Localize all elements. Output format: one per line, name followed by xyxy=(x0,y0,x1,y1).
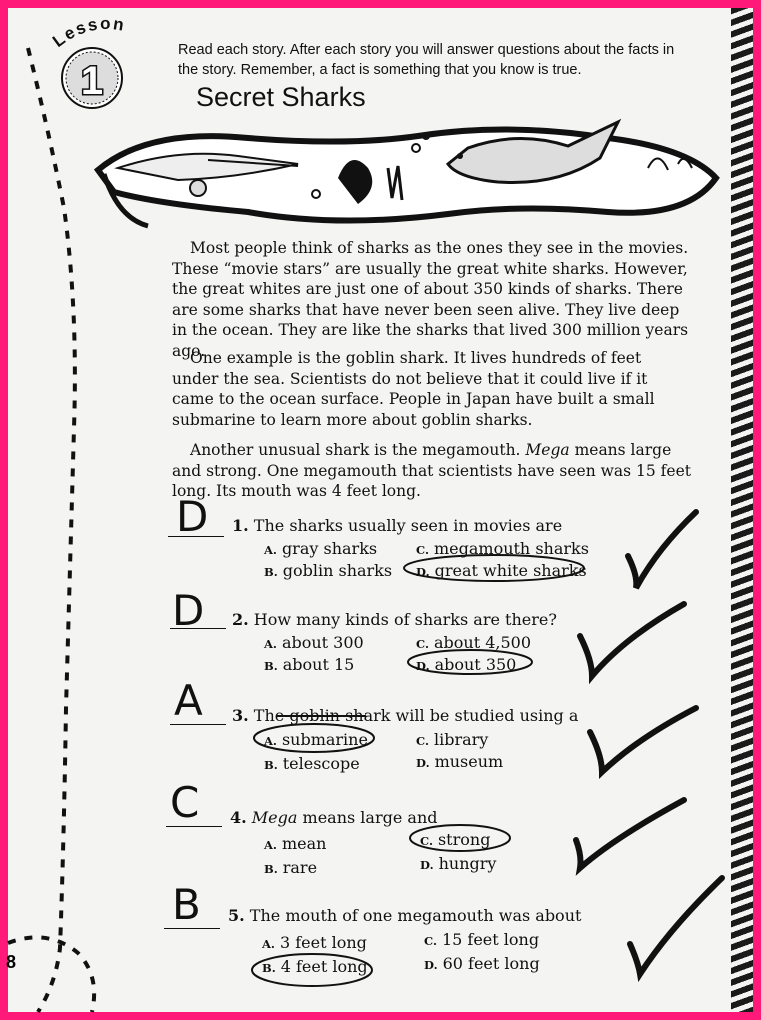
question-2: 2. How many kinds of sharks are there? xyxy=(232,610,557,629)
option-5b[interactable]: B. 4 feet long xyxy=(262,957,368,976)
lesson-number: 1 xyxy=(80,59,104,103)
option-2d[interactable]: D. about 350 xyxy=(416,655,517,674)
lesson-word: Lesson xyxy=(49,14,128,51)
option-2b[interactable]: B. about 15 xyxy=(264,655,355,674)
handwritten-answer-4: C xyxy=(170,778,200,827)
handwritten-answer-2: D xyxy=(172,586,205,635)
option-4d[interactable]: D. hungry xyxy=(420,854,497,873)
page-number: 8 xyxy=(6,952,17,972)
story-paragraph-2: One example is the goblin shark. It lives hundreds of feet under the sea. Scientists do not believe that it could live if it came to the ocean surface. People in Japan have built a small submarine to learn more about goblin sharks. xyxy=(172,349,655,429)
option-3d[interactable]: D. museum xyxy=(416,752,504,771)
story-paragraph-3: Another unusual shark is the megamouth. Mega means large and strong. One megamouth that scientists have seen was 15 feet long. Its mouth was 4 feet long. xyxy=(172,441,691,500)
handwritten-answer-3: A xyxy=(174,676,203,725)
option-4a[interactable]: A. mean xyxy=(264,834,327,853)
page-title: Secret Sharks xyxy=(196,82,366,112)
handwritten-answer-5: B xyxy=(172,880,201,929)
option-4c[interactable]: C. strong xyxy=(420,830,491,849)
option-5d[interactable]: D. 60 feet long xyxy=(424,954,540,973)
option-5a[interactable]: A. 3 feet long xyxy=(262,933,367,952)
story-paragraph-1: Most people think of sharks as the ones they see in the movies. These “movie stars” are usually the great white sharks. However, the great whites are just one of about 350 kinds of sharks. There are some sharks that have never been seen alive. They live deep in the ocean. They are like the sharks that lived 300 million years ago. xyxy=(172,239,689,360)
option-4b[interactable]: B. rare xyxy=(264,858,318,877)
option-1b[interactable]: B. goblin sharks xyxy=(264,561,393,580)
instructions: Read each story. After each story you will answer questions about the facts in the story. Remember, a fact is something that you know is true. xyxy=(178,42,675,78)
option-1c[interactable]: C. megamouth sharks xyxy=(416,539,589,558)
question-5: 5. The mouth of one megamouth was about xyxy=(228,906,582,925)
question-4: 4. Mega means large and xyxy=(230,808,438,827)
worksheet-page xyxy=(8,8,753,1012)
option-1a[interactable]: A. gray sharks xyxy=(264,539,378,558)
option-3b[interactable]: B. telescope xyxy=(264,754,360,773)
lesson-badge xyxy=(46,14,156,114)
option-3a[interactable]: A. submarine xyxy=(264,730,368,749)
question-3: 3. The goblin shark will be studied using a xyxy=(232,706,579,725)
option-2a[interactable]: A. about 300 xyxy=(264,633,364,652)
question-1: 1. The sharks usually seen in movies are xyxy=(232,516,563,535)
option-3c[interactable]: C. library xyxy=(416,730,489,749)
option-5c[interactable]: C. 15 feet long xyxy=(424,930,540,949)
shark-illustration xyxy=(88,108,728,248)
option-1d[interactable]: D. great white sharks xyxy=(416,561,587,580)
option-2c[interactable]: C. about 4,500 xyxy=(416,633,532,652)
handwritten-answer-1: D xyxy=(176,492,209,541)
